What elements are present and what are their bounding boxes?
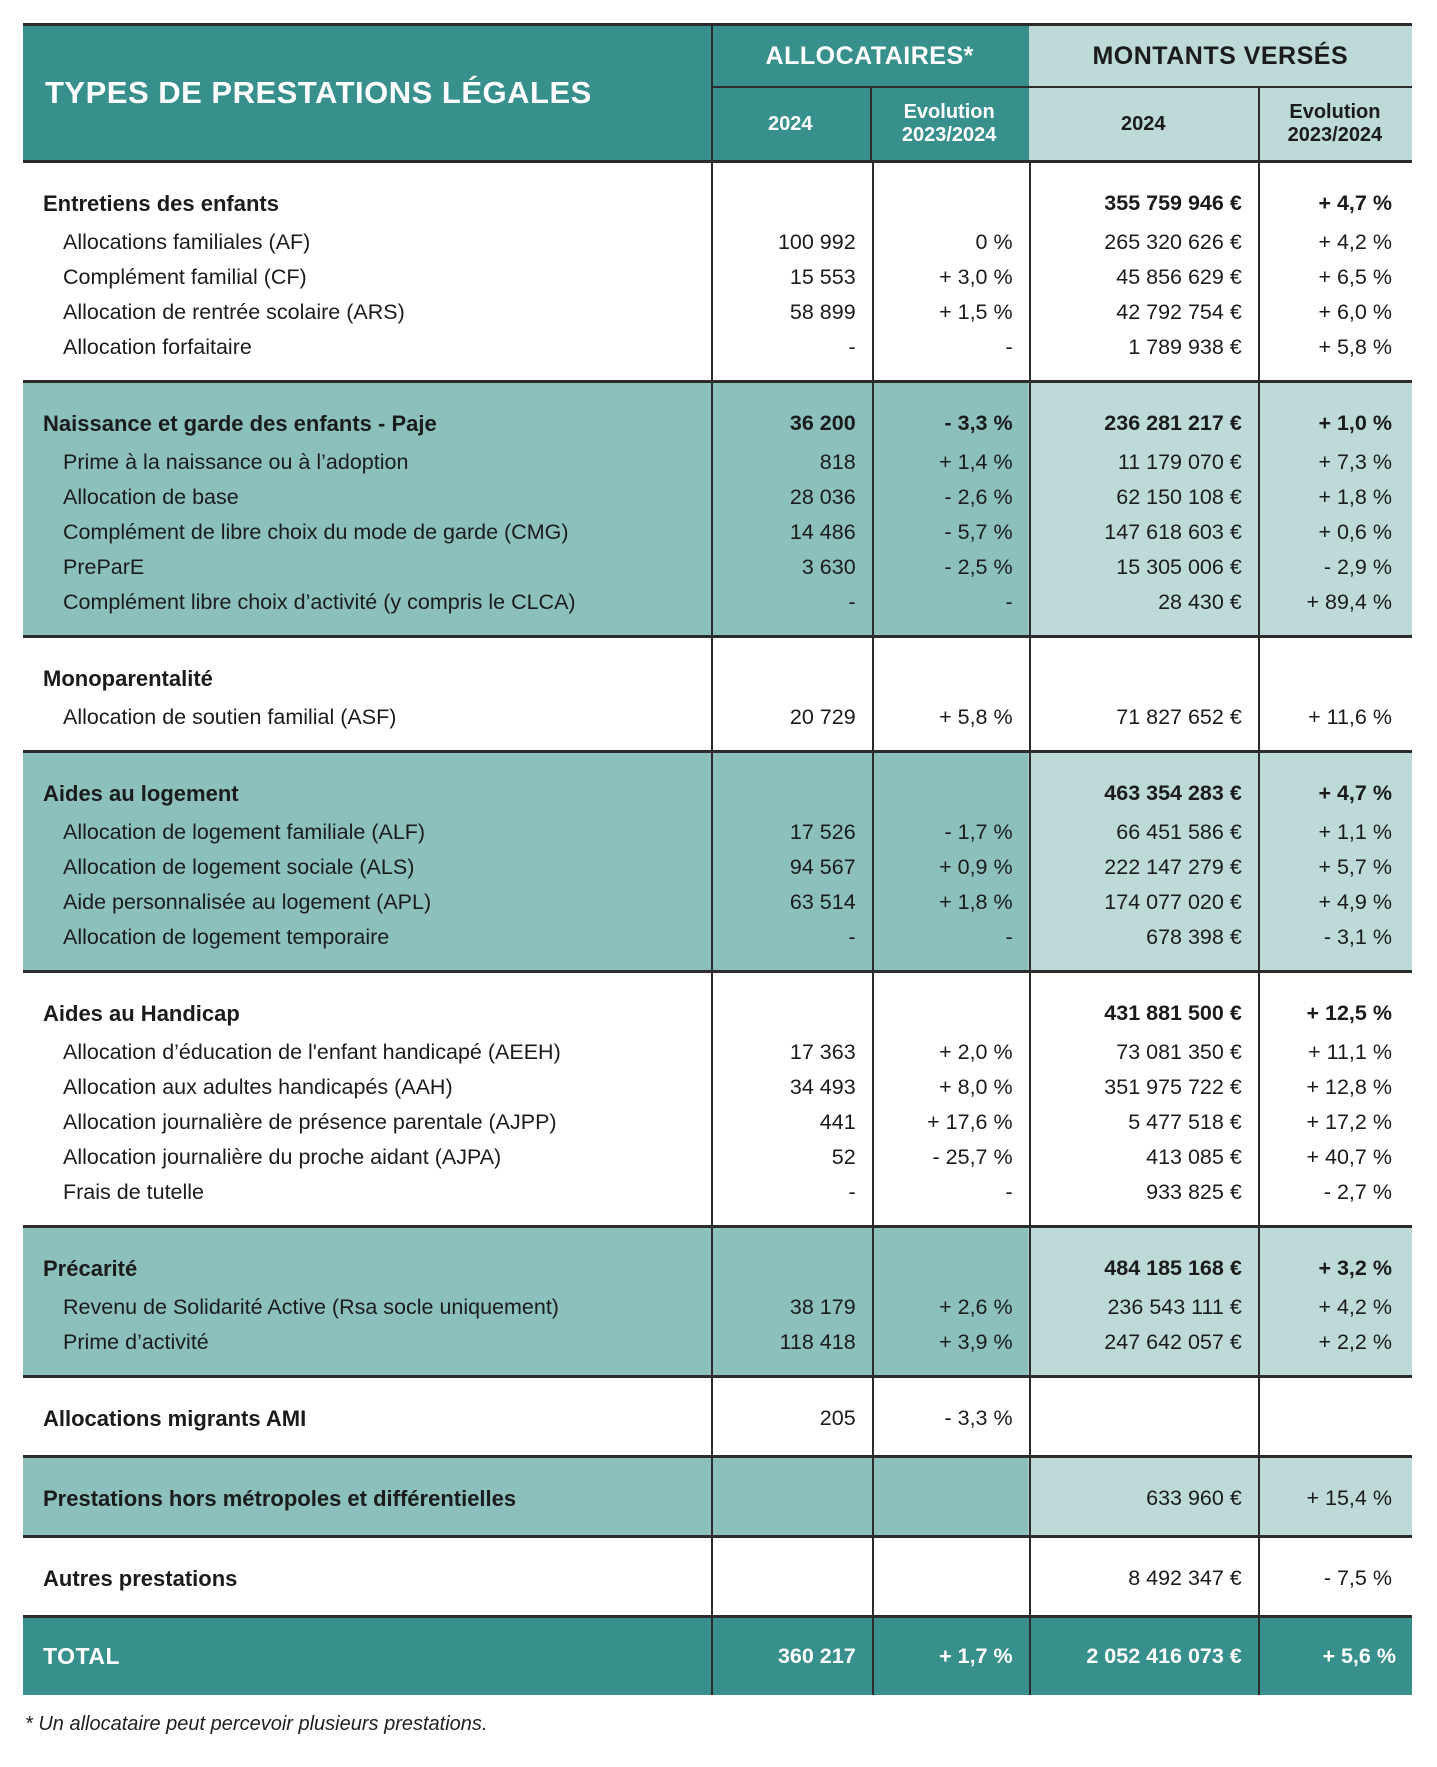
row-label: PreParE bbox=[63, 555, 145, 579]
allocataires-group-header: ALLOCATAIRES* bbox=[711, 26, 1029, 88]
row-label: Allocation journalière de présence parentale (AJPP) bbox=[63, 1110, 557, 1134]
section-header-row bbox=[23, 992, 1412, 1035]
cell-montants-evolution: + 6,0 % bbox=[1318, 300, 1392, 324]
cell-montants-evolution: + 1,8 % bbox=[1318, 485, 1392, 509]
row-label: Allocation de soutien familial (ASF) bbox=[63, 705, 397, 729]
column-divider bbox=[1258, 88, 1260, 160]
row-label: Allocation journalière du proche aidant (AJPA) bbox=[63, 1145, 502, 1169]
table-row bbox=[23, 330, 1412, 365]
section-header-row bbox=[23, 1477, 1412, 1520]
evolution-label-line2: 2023/2024 bbox=[1287, 124, 1383, 146]
total-row bbox=[23, 1615, 1412, 1695]
table-row bbox=[23, 1325, 1412, 1360]
cell-montants-2024: 265 320 626 € bbox=[1104, 230, 1242, 254]
table-row bbox=[23, 1290, 1412, 1325]
cell-montants-2024: 678 398 € bbox=[1146, 925, 1242, 949]
allocataires-year-header: 2024 bbox=[768, 112, 813, 135]
cell-allocataires-2024: 17 526 bbox=[789, 820, 856, 844]
table-row bbox=[23, 225, 1412, 260]
cell-montants-evolution: + 40,7 % bbox=[1306, 1145, 1392, 1169]
cell-montants-2024: 633 960 € bbox=[1146, 1486, 1242, 1510]
section-0 bbox=[23, 163, 1412, 380]
cell-montants-evolution: + 1,0 % bbox=[1318, 411, 1392, 435]
table-row bbox=[23, 445, 1412, 480]
cell-allocataires-2024: 100 992 bbox=[777, 230, 856, 254]
cell-montants-evolution: + 15,4 % bbox=[1306, 1486, 1392, 1510]
cell-allocataires-evolution: - 3,3 % bbox=[944, 411, 1013, 435]
cell-montants-evolution: + 5,8 % bbox=[1318, 335, 1392, 359]
cell-allocataires-evolution: - 2,6 % bbox=[944, 485, 1013, 509]
cell-montants-2024: 236 543 111 € bbox=[1107, 1295, 1242, 1319]
cell-montants-evolution: + 3,2 % bbox=[1318, 1256, 1392, 1280]
cell-montants-evolution: + 7,3 % bbox=[1318, 450, 1392, 474]
cell-allocataires-2024: - bbox=[848, 1180, 856, 1204]
cell-allocataires-2024: 52 bbox=[831, 1145, 856, 1169]
column-divider bbox=[711, 1618, 713, 1695]
cell-allocataires-2024: 118 418 bbox=[779, 1330, 856, 1354]
cell-allocataires-evolution: + 2,0 % bbox=[939, 1040, 1013, 1064]
section-header-row bbox=[23, 1397, 1412, 1440]
cell-montants-evolution: + 6,5 % bbox=[1318, 265, 1392, 289]
cell-allocataires-evolution: + 2,6 % bbox=[939, 1295, 1013, 1319]
row-label: Aide personnalisée au logement (APL) bbox=[63, 890, 432, 914]
row-label: Complément libre choix d’activité (y compris le CLCA) bbox=[63, 590, 576, 614]
row-label: Allocation forfaitaire bbox=[63, 335, 252, 359]
cell-montants-2024: 71 827 652 € bbox=[1116, 705, 1242, 729]
column-divider bbox=[872, 1618, 874, 1695]
row-label: Allocation de base bbox=[63, 485, 239, 509]
table-row bbox=[23, 920, 1412, 955]
section-header-row bbox=[23, 1247, 1412, 1290]
cell-montants-2024: 28 430 € bbox=[1158, 590, 1242, 614]
cell-allocataires-evolution: - 25,7 % bbox=[932, 1145, 1013, 1169]
cell-allocataires-evolution: - 3,3 % bbox=[944, 1406, 1013, 1430]
cell-montants-2024: 351 975 722 € bbox=[1104, 1075, 1242, 1099]
cell-montants-2024: 5 477 518 € bbox=[1128, 1110, 1242, 1134]
cell-allocataires-2024: 441 bbox=[819, 1110, 856, 1134]
table-row bbox=[23, 700, 1412, 735]
table-title: TYPES DE PRESTATIONS LÉGALES bbox=[45, 75, 592, 110]
section-header-row bbox=[23, 657, 1412, 700]
section-7 bbox=[23, 1455, 1412, 1535]
table-row bbox=[23, 480, 1412, 515]
cell-allocataires-evolution: - 1,7 % bbox=[944, 820, 1013, 844]
cell-montants-evolution: + 1,1 % bbox=[1318, 820, 1392, 844]
row-label: Allocations familiales (AF) bbox=[63, 230, 311, 254]
section-2 bbox=[23, 635, 1412, 750]
cell-montants-evolution: + 11,6 % bbox=[1308, 705, 1392, 729]
row-label: Monoparentalité bbox=[43, 665, 213, 691]
cell-allocataires-evolution: - 2,5 % bbox=[944, 555, 1013, 579]
table-row bbox=[23, 1105, 1412, 1140]
cell-allocataires-evolution: + 3,9 % bbox=[939, 1330, 1013, 1354]
column-divider bbox=[1029, 1618, 1031, 1695]
cell-allocataires-2024: 58 899 bbox=[789, 300, 856, 324]
table-body bbox=[23, 163, 1412, 1615]
cell-montants-2024: 73 081 350 € bbox=[1116, 1040, 1242, 1064]
cell-montants-2024: 45 856 629 € bbox=[1116, 265, 1242, 289]
total-label: TOTAL bbox=[43, 1643, 121, 1669]
cell-montants-2024: 174 077 020 € bbox=[1104, 890, 1242, 914]
table-row bbox=[23, 515, 1412, 550]
cell-allocataires-2024: 28 036 bbox=[789, 485, 856, 509]
total-montants-evolution: + 5,6 % bbox=[1322, 1644, 1396, 1668]
cell-allocataires-2024: 14 486 bbox=[789, 520, 856, 544]
row-label: Entretiens des enfants bbox=[43, 190, 279, 216]
cell-allocataires-2024: 20 729 bbox=[789, 705, 856, 729]
cell-allocataires-evolution: + 5,8 % bbox=[939, 705, 1013, 729]
row-label: Précarité bbox=[43, 1255, 138, 1281]
row-label: Aides au Handicap bbox=[43, 1000, 240, 1026]
cell-montants-evolution: - 2,9 % bbox=[1323, 555, 1392, 579]
cell-montants-evolution: + 4,7 % bbox=[1318, 191, 1392, 215]
column-divider bbox=[1258, 1618, 1260, 1695]
cell-allocataires-evolution: + 17,6 % bbox=[927, 1110, 1013, 1134]
cell-montants-2024: 147 618 603 € bbox=[1104, 520, 1242, 544]
cell-allocataires-2024: - bbox=[848, 925, 856, 949]
cell-montants-evolution: - 3,1 % bbox=[1323, 925, 1392, 949]
evolution-label-line1: Evolution bbox=[903, 101, 995, 123]
cell-montants-evolution: + 4,2 % bbox=[1318, 1295, 1392, 1319]
cell-montants-2024: 355 759 946 € bbox=[1104, 191, 1242, 215]
section-header-row bbox=[23, 1557, 1412, 1600]
table-row bbox=[23, 260, 1412, 295]
cell-montants-2024: 247 642 057 € bbox=[1104, 1330, 1242, 1354]
cell-allocataires-evolution: + 1,8 % bbox=[939, 890, 1013, 914]
cell-allocataires-2024: 38 179 bbox=[789, 1295, 856, 1319]
cell-allocataires-evolution: - bbox=[1005, 1180, 1013, 1204]
cell-allocataires-evolution: - 5,7 % bbox=[944, 520, 1013, 544]
cell-montants-2024: 431 881 500 € bbox=[1104, 1001, 1242, 1025]
table-row bbox=[23, 1070, 1412, 1105]
cell-allocataires-2024: 205 bbox=[819, 1406, 856, 1430]
row-label: Aides au logement bbox=[43, 780, 239, 806]
montants-group-header: MONTANTS VERSÉS bbox=[1029, 26, 1412, 88]
section-header-row bbox=[23, 402, 1412, 445]
cell-montants-2024: 933 825 € bbox=[1146, 1180, 1242, 1204]
cell-montants-evolution: - 7,5 % bbox=[1323, 1566, 1392, 1590]
table-row bbox=[23, 1035, 1412, 1070]
cell-montants-evolution: + 4,9 % bbox=[1318, 890, 1392, 914]
row-label: Prime d’activité bbox=[63, 1330, 209, 1354]
prestations-table bbox=[23, 23, 1412, 1695]
section-header-row bbox=[23, 772, 1412, 815]
cell-montants-evolution: + 0,6 % bbox=[1318, 520, 1392, 544]
total-allocataires-2024: 360 217 bbox=[777, 1644, 856, 1668]
table-row bbox=[23, 550, 1412, 585]
cell-montants-evolution: + 4,2 % bbox=[1318, 230, 1392, 254]
cell-allocataires-2024: 94 567 bbox=[789, 855, 856, 879]
table-row bbox=[23, 885, 1412, 920]
cell-allocataires-evolution: + 3,0 % bbox=[939, 265, 1013, 289]
header-left-group bbox=[23, 26, 1029, 160]
table-row bbox=[23, 1175, 1412, 1210]
cell-allocataires-2024: 3 630 bbox=[801, 555, 856, 579]
cell-montants-2024: 1 789 938 € bbox=[1128, 335, 1242, 359]
row-label: Allocation de logement temporaire bbox=[63, 925, 390, 949]
table-row bbox=[23, 1140, 1412, 1175]
cell-montants-evolution: + 11,1 % bbox=[1308, 1040, 1392, 1064]
row-label: Frais de tutelle bbox=[63, 1180, 205, 1204]
cell-allocataires-2024: 818 bbox=[819, 450, 856, 474]
cell-montants-2024: 62 150 108 € bbox=[1116, 485, 1242, 509]
row-label: Autres prestations bbox=[43, 1565, 238, 1591]
section-8 bbox=[23, 1535, 1412, 1615]
evolution-label-line2: 2023/2024 bbox=[901, 124, 997, 146]
cell-allocataires-2024: - bbox=[848, 335, 856, 359]
row-label: Revenu de Solidarité Active (Rsa socle uniquement) bbox=[63, 1295, 559, 1319]
table-row bbox=[23, 295, 1412, 330]
cell-montants-2024: 15 305 006 € bbox=[1116, 555, 1242, 579]
cell-montants-evolution: + 4,7 % bbox=[1318, 781, 1392, 805]
row-label: Naissance et garde des enfants - Paje bbox=[43, 410, 437, 436]
row-label: Prime à la naissance ou à l’adoption bbox=[63, 450, 409, 474]
cell-montants-evolution: + 5,7 % bbox=[1318, 855, 1392, 879]
cell-montants-evolution: + 89,4 % bbox=[1306, 590, 1392, 614]
cell-allocataires-2024: 15 553 bbox=[789, 265, 856, 289]
allocataires-evolution-header bbox=[870, 88, 1029, 160]
cell-montants-2024: 236 281 217 € bbox=[1104, 411, 1242, 435]
cell-allocataires-2024: 34 493 bbox=[789, 1075, 856, 1099]
cell-allocataires-evolution: - bbox=[1005, 590, 1013, 614]
row-label: Allocation aux adultes handicapés (AAH) bbox=[63, 1075, 453, 1099]
montants-subheader-row bbox=[1029, 88, 1412, 160]
row-label: Allocations migrants AMI bbox=[43, 1405, 307, 1431]
cell-montants-2024: 413 085 € bbox=[1146, 1145, 1242, 1169]
row-label: Allocation d’éducation de l'enfant handicapé (AEEH) bbox=[63, 1040, 561, 1064]
row-label: Allocation de logement sociale (ALS) bbox=[63, 855, 415, 879]
cell-montants-2024: 463 354 283 € bbox=[1104, 781, 1242, 805]
row-label: Complément de libre choix du mode de garde (CMG) bbox=[63, 520, 569, 544]
cell-montants-2024: 222 147 279 € bbox=[1104, 855, 1242, 879]
cell-allocataires-evolution: + 8,0 % bbox=[939, 1075, 1013, 1099]
cell-montants-evolution: + 17,2 % bbox=[1306, 1110, 1392, 1134]
cell-montants-2024: 66 451 586 € bbox=[1116, 820, 1242, 844]
footnote: * Un allocataire peut percevoir plusieurs prestations. bbox=[25, 1713, 488, 1735]
cell-allocataires-evolution: + 0,9 % bbox=[939, 855, 1013, 879]
cell-allocataires-evolution: + 1,4 % bbox=[939, 450, 1013, 474]
row-label: Complément familial (CF) bbox=[63, 265, 307, 289]
row-label: Allocation de rentrée scolaire (ARS) bbox=[63, 300, 405, 324]
cell-montants-2024: 11 179 070 € bbox=[1117, 450, 1242, 474]
cell-allocataires-2024: - bbox=[848, 590, 856, 614]
cell-allocataires-evolution: + 1,5 % bbox=[939, 300, 1013, 324]
cell-montants-2024: 484 185 168 € bbox=[1104, 1256, 1242, 1280]
section-4 bbox=[23, 970, 1412, 1225]
total-montants-2024: 2 052 416 073 € bbox=[1086, 1644, 1242, 1668]
cell-montants-evolution: + 12,8 % bbox=[1306, 1075, 1392, 1099]
cell-montants-evolution: + 12,5 % bbox=[1306, 1001, 1392, 1025]
evolution-label-line1: Evolution bbox=[1289, 101, 1381, 123]
cell-montants-2024: 42 792 754 € bbox=[1116, 300, 1242, 324]
total-allocataires-evolution: + 1,7 % bbox=[939, 1644, 1013, 1668]
column-divider bbox=[711, 26, 713, 160]
cell-allocataires-2024: 36 200 bbox=[789, 411, 856, 435]
section-1 bbox=[23, 380, 1412, 635]
cell-allocataires-evolution: 0 % bbox=[975, 230, 1013, 254]
montants-evolution-header bbox=[1258, 88, 1412, 160]
cell-montants-2024: 8 492 347 € bbox=[1128, 1566, 1242, 1590]
cell-montants-evolution: - 2,7 % bbox=[1323, 1180, 1392, 1204]
section-header-row bbox=[23, 182, 1412, 225]
cell-allocataires-evolution: - bbox=[1005, 925, 1013, 949]
section-6 bbox=[23, 1375, 1412, 1455]
montants-column-group bbox=[1029, 26, 1412, 160]
table-row bbox=[23, 850, 1412, 885]
section-3 bbox=[23, 750, 1412, 970]
montants-year-header: 2024 bbox=[1120, 112, 1166, 135]
table-row bbox=[23, 815, 1412, 850]
table-row bbox=[23, 585, 1412, 620]
section-5 bbox=[23, 1225, 1412, 1375]
cell-allocataires-evolution: - bbox=[1005, 335, 1013, 359]
row-label: Prestations hors métropoles et différentielles bbox=[43, 1485, 517, 1511]
cell-allocataires-2024: 63 514 bbox=[789, 890, 856, 914]
table-header bbox=[23, 26, 1412, 163]
cell-allocataires-2024: 17 363 bbox=[789, 1040, 856, 1064]
cell-montants-evolution: + 2,2 % bbox=[1318, 1330, 1392, 1354]
column-divider bbox=[870, 88, 872, 160]
row-label: Allocation de logement familiale (ALF) bbox=[63, 820, 426, 844]
